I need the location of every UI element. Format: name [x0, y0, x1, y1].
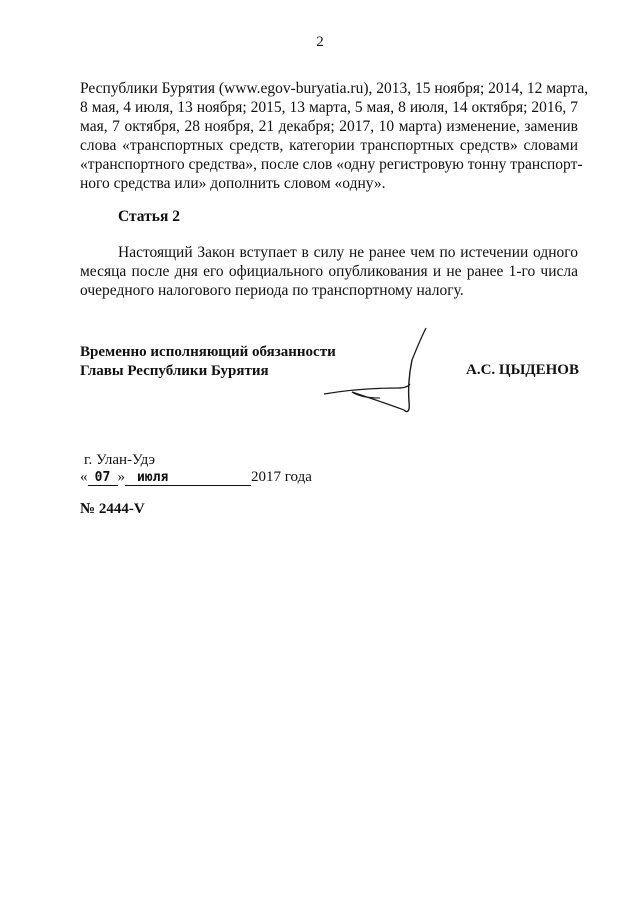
text-line: ного средства или» дополнить словом «одну». [80, 175, 386, 192]
paragraph-amendment [80, 79, 589, 193]
place-of-signing: г. Улан-Удэ [84, 452, 156, 468]
paragraph-effective-date [80, 243, 578, 300]
text-line: «транспортного средства», после слов «одну регистровую тонну транспорт- [80, 156, 583, 173]
signing-date [80, 469, 312, 486]
date-month: июля [125, 470, 251, 486]
date-day: 07 [88, 470, 118, 486]
date-close-quote: » [117, 469, 125, 485]
page-number: 2 [316, 34, 324, 50]
text-line: очередного налогового периода по транспортному налогу. [80, 282, 464, 299]
date-open-quote: « [80, 469, 88, 485]
text-line: мая, 7 октября, 28 ноября, 21 декабря; 2017, 10 марта) изменение, заменив [80, 118, 578, 135]
text-line: Настоящий Закон вступает в силу не ранее чем по истечении одного [118, 244, 578, 261]
signatory-position [80, 343, 336, 381]
article-title: Статья 2 [118, 208, 180, 225]
text-line: слова «транспортных средств, категории транспортных средств» словами [80, 137, 578, 154]
handwritten-signature [318, 322, 446, 420]
text-line: Республики Бурятия (www.egov-buryatia.ru), 2013, 15 ноября; 2014, 12 марта, [80, 80, 589, 97]
text-line: месяца после дня его официального опубликования и не ранее 1-го числа [80, 263, 578, 280]
date-year: 2017 года [251, 469, 312, 485]
signatory-position-line: Главы Республики Бурятия [80, 363, 269, 379]
text-line: 8 мая, 4 июля, 13 ноября; 2015, 13 марта, 5 мая, 8 июля, 14 октября; 2016, 7 [80, 99, 578, 116]
law-number: № 2444-V [80, 501, 145, 517]
signatory-name: А.С. ЦЫДЕНОВ [466, 362, 579, 378]
signatory-position-line: Временно исполняющий обязанности [80, 344, 336, 360]
